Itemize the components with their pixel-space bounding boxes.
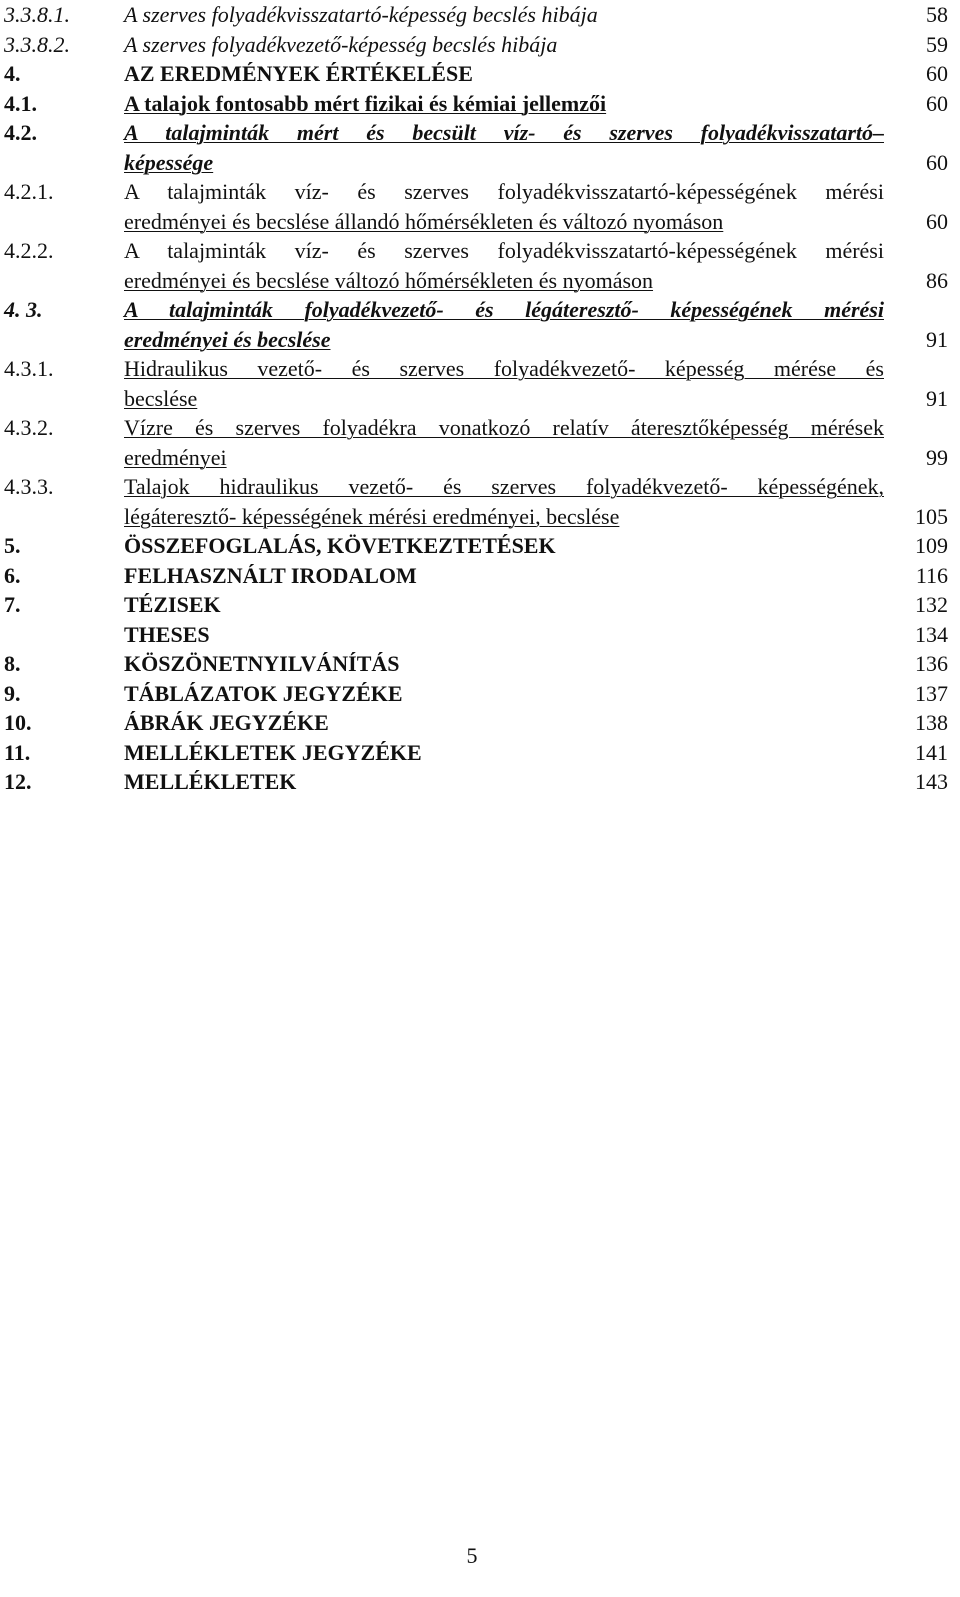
toc-entry-title [124, 767, 884, 797]
toc-entry-line: A szerves folyadékvisszatartó-képesség becslés hibája [124, 2, 598, 27]
toc-entry-number: 3.3.8.2. [4, 31, 70, 57]
toc-entry-line: ÁBRÁK JEGYZÉKE [124, 710, 329, 735]
toc-entry-line: A szerves folyadékvezető-képesség becslés hibája [124, 31, 558, 57]
toc-entry-line: THESES [124, 621, 210, 647]
toc-entry-title [124, 708, 884, 738]
toc-entry-page: 91 [926, 385, 948, 411]
toc-entry[interactable] [4, 531, 948, 561]
toc-entry-page: 60 [926, 90, 948, 116]
toc-entry-title [124, 590, 884, 620]
toc-entry-title [124, 59, 884, 89]
toc-entry-title [124, 354, 884, 413]
toc-entry-number: 11. [4, 739, 31, 765]
toc-entry-line: KÖSZÖNETNYILVÁNÍTÁS [124, 651, 400, 676]
toc-entry-number: 10. [4, 710, 32, 735]
toc-entry-title [124, 236, 884, 295]
toc-entry-page: 109 [915, 533, 948, 558]
toc-entry-number: 3.3.8.1. [4, 2, 70, 27]
toc-entry-page: 91 [926, 326, 948, 352]
toc-entry-line: FELHASZNÁLT IRODALOM [124, 562, 417, 588]
toc-entry[interactable] [4, 738, 948, 768]
toc-entry-page: 134 [915, 621, 948, 647]
toc-entry-line: AZ EREDMÉNYEK ÉRTÉKELÉSE [124, 61, 473, 86]
toc-entry-number: 4.1. [4, 90, 37, 116]
toc-entry-title [124, 0, 884, 30]
toc-entry[interactable] [4, 767, 948, 797]
toc-entry-page: 143 [915, 769, 948, 794]
toc-entry[interactable] [4, 236, 948, 295]
toc-entry[interactable] [4, 679, 948, 709]
toc-entry-page: 86 [926, 267, 948, 293]
toc-entry-page: 99 [926, 444, 948, 470]
toc-entry-page: 138 [915, 710, 948, 735]
toc-entry-page: 141 [915, 739, 948, 765]
toc-entry-line: eredményei és becslése változó hőmérsékleten és nyomáson [124, 267, 654, 293]
toc-entry-page: 132 [915, 592, 948, 617]
toc-entry[interactable] [4, 708, 948, 738]
toc-entry[interactable] [4, 413, 948, 472]
toc-entry[interactable] [4, 177, 948, 236]
toc-entry-title [124, 89, 884, 119]
toc-entry-page: 60 [926, 61, 948, 86]
toc-entry[interactable] [4, 649, 948, 679]
toc-entry[interactable] [4, 354, 948, 413]
toc-entry-line: A talajminták víz- és szerves folyadékvisszatartó-képességének mérési [124, 238, 884, 263]
page-number: 5 [466, 1543, 478, 1568]
toc-entry-line: eredményei és becslése [124, 326, 331, 352]
toc-entry-number: 12. [4, 769, 32, 794]
toc-entry[interactable] [4, 30, 948, 60]
toc-entry-line: eredményei [124, 444, 227, 470]
table-of-contents [4, 0, 948, 797]
toc-entry-number: 5. [4, 533, 21, 558]
toc-entry[interactable] [4, 561, 948, 591]
toc-entry-line: Talajok hidraulikus vezető- és szerves folyadékvezető- képességének, [124, 474, 884, 499]
toc-entry-page: 58 [926, 2, 948, 27]
toc-entry-number: 9. [4, 680, 21, 706]
toc-entry-line: TÁBLÁZATOK JEGYZÉKE [124, 680, 403, 706]
toc-entry-title [124, 413, 884, 472]
toc-entry[interactable] [4, 89, 948, 119]
toc-entry-number: 4. [4, 61, 21, 86]
toc-entry-line: A talajminták folyadékvezető- és légáteresztő- képességének mérési [124, 297, 884, 322]
toc-entry-page: 137 [915, 680, 948, 706]
toc-entry-line: MELLÉKLETEK JEGYZÉKE [124, 739, 422, 765]
toc-entry-line: eredményei és becslése állandó hőmérsékleten és változó nyomáson [124, 208, 724, 234]
toc-entry-title [124, 679, 884, 709]
toc-entry-line: légáteresztő- képességének mérési eredményei, becslése [124, 503, 620, 529]
toc-entry-title [124, 295, 884, 354]
toc-entry-number: 4.3.3. [4, 474, 54, 499]
toc-entry-page: 105 [915, 503, 948, 529]
toc-entry-line: A talajminták víz- és szerves folyadékvisszatartó-képességének mérési [124, 179, 884, 204]
toc-entry-line: MELLÉKLETEK [124, 769, 297, 794]
toc-entry[interactable] [4, 0, 948, 30]
toc-entry[interactable] [4, 118, 948, 177]
toc-entry-title [124, 738, 884, 768]
toc-entry-line: A talajok fontosabb mért fizikai és kémiai jellemzői [124, 90, 607, 116]
toc-entry-line: becslése [124, 385, 198, 411]
toc-entry[interactable] [4, 590, 948, 620]
toc-entry-number: 4.3.1. [4, 356, 54, 381]
toc-entry-page: 60 [926, 208, 948, 234]
toc-entry-line: A talajminták mért és becsült víz- és szerves folyadékvisszatartó– [124, 120, 884, 145]
toc-entry-title [124, 531, 884, 561]
toc-entry-number: 7. [4, 592, 21, 617]
toc-entry-number: 4. 3. [4, 297, 43, 322]
toc-entry[interactable] [4, 620, 948, 650]
toc-entry-title [124, 30, 884, 60]
toc-entry[interactable] [4, 295, 948, 354]
toc-entry-page: 59 [926, 31, 948, 57]
toc-entry-page: 136 [915, 651, 948, 676]
toc-entry-page: 116 [915, 562, 948, 588]
toc-entry-title [124, 472, 884, 531]
toc-entry-number: 4.3.2. [4, 415, 54, 440]
toc-entry-line: Hidraulikus vezető- és szerves folyadékvezető- képesség mérése és [124, 356, 884, 381]
toc-entry-line: Vízre és szerves folyadékra vonatkozó relatív áteresztőképesség mérések [124, 415, 884, 440]
toc-entry-title [124, 620, 884, 650]
toc-entry-number: 4.2.2. [4, 238, 54, 263]
toc-entry-page: 60 [926, 149, 948, 175]
toc-entry-line: ÖSSZEFOGLALÁS, KÖVETKEZTETÉSEK [124, 533, 556, 558]
toc-entry-number: 8. [4, 651, 21, 676]
toc-entry-line: képessége [124, 149, 214, 175]
toc-entry-title [124, 561, 884, 591]
toc-entry-number: 6. [4, 562, 21, 588]
toc-entry-title [124, 649, 884, 679]
toc-entry-title [124, 118, 884, 177]
toc-entry[interactable] [4, 472, 948, 531]
toc-entry-title [124, 177, 884, 236]
toc-entry-number: 4.2.1. [4, 179, 54, 204]
toc-entry[interactable] [4, 59, 948, 89]
toc-entry-number: 4.2. [4, 120, 37, 145]
toc-entry-line: TÉZISEK [124, 592, 221, 617]
